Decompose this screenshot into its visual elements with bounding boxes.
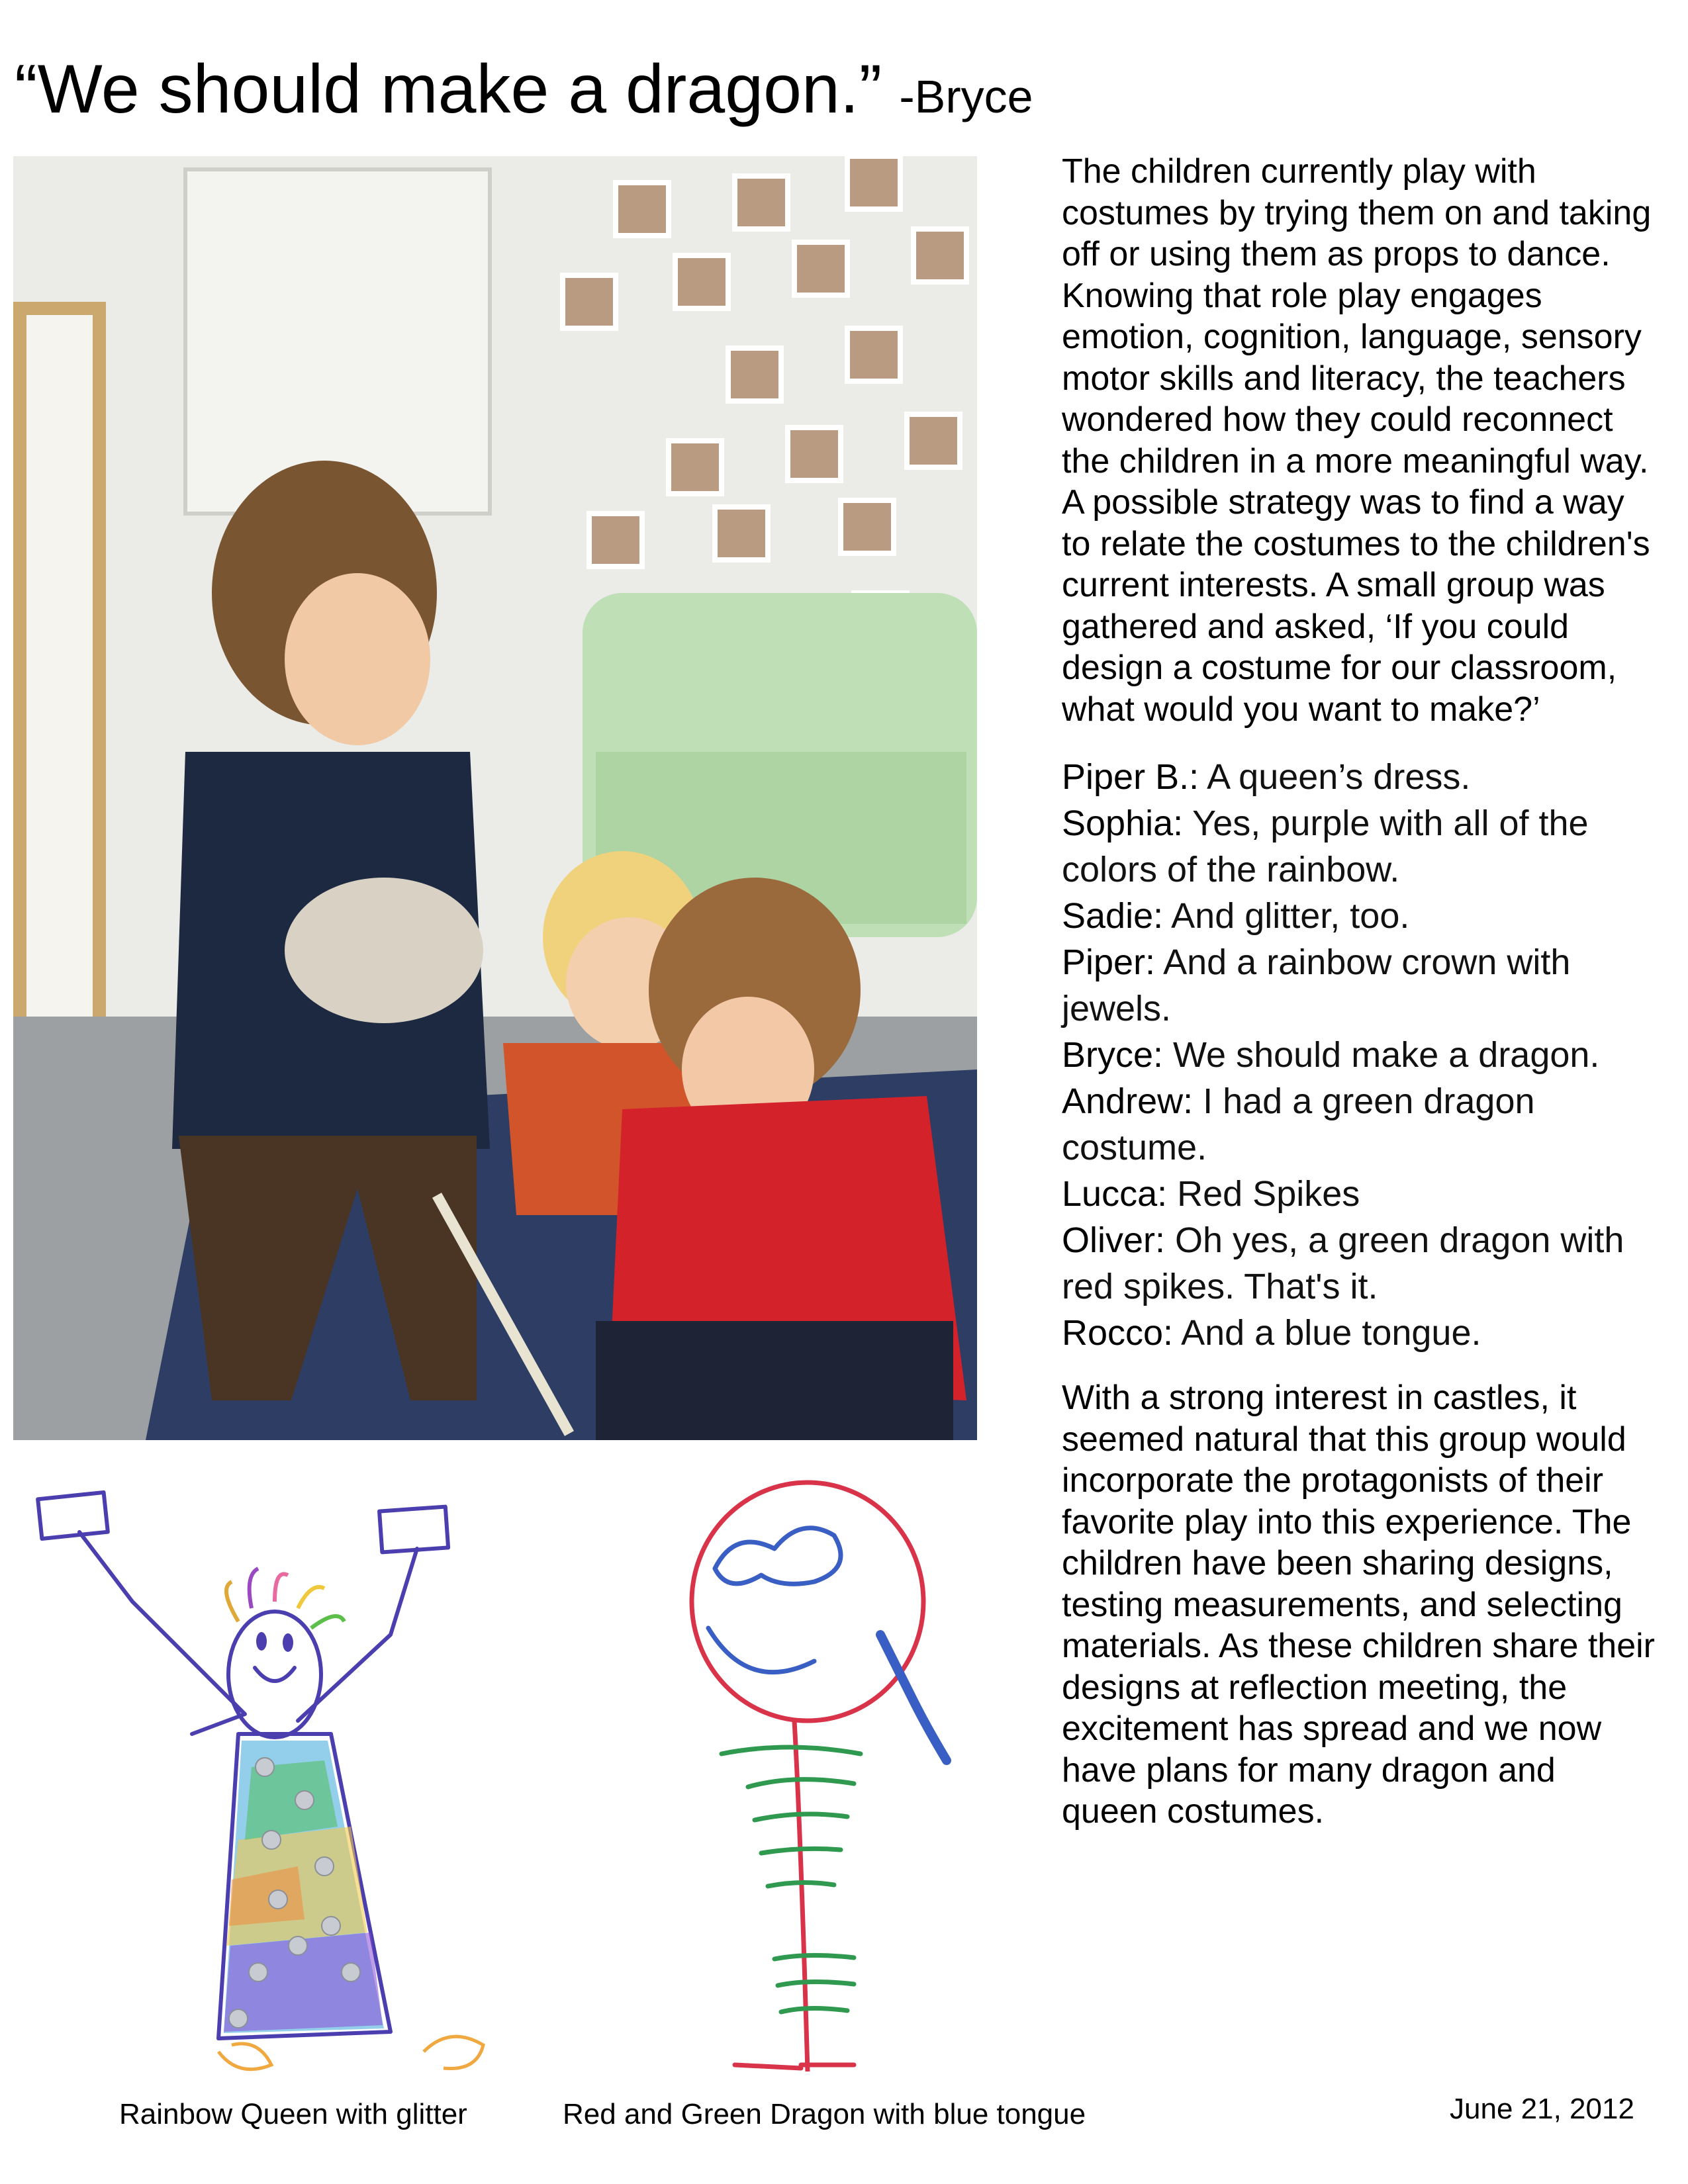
speech: We should make a dragon.	[1163, 1035, 1600, 1075]
speech: And glitter, too.	[1163, 896, 1410, 936]
dialog-line	[1062, 1171, 1658, 1217]
speaker: Piper:	[1062, 942, 1156, 982]
conclusion-paragraph: With a strong interest in castles, it seemed natural that this group would incorporate the protagonists of their favorite play into this experience. The children have been sharing designs, testing measurements, and selecting materials. As these children share their designs at reflection meeting, the excitement has spread and we now have plans for many dragon and queen costumes.	[1062, 1379, 1655, 1831]
queen-caption: Rainbow Queen with glitter	[119, 2098, 467, 2130]
speech: Red Spikes	[1167, 1174, 1360, 1214]
page-title	[15, 52, 1033, 127]
classroom-photo	[13, 156, 977, 1440]
speech: I had a green dragon costume.	[1062, 1081, 1535, 1167]
speech: And a blue tongue.	[1173, 1313, 1481, 1353]
speaker: Rocco:	[1062, 1313, 1174, 1353]
dialog-list	[1062, 754, 1658, 1356]
dialog-line	[1062, 939, 1658, 1032]
speaker: Oliver:	[1062, 1220, 1166, 1260]
dialog-line	[1062, 1032, 1658, 1078]
speaker: Sophia:	[1062, 803, 1184, 843]
dialog-line	[1062, 1078, 1658, 1171]
dialog-line	[1062, 1310, 1658, 1356]
dialog-line	[1062, 1217, 1658, 1310]
dragon-caption: Red and Green Dragon with blue tongue	[563, 2098, 1086, 2130]
dialog-line	[1062, 754, 1658, 800]
dragon-drawing	[635, 1476, 1006, 2071]
dialog-line	[1062, 893, 1658, 939]
speaker: Bryce:	[1062, 1035, 1164, 1075]
intro-paragraph: The children currently play with costumes by trying them on and taking off or using them as props to dance. Knowing that role play engages emotion, cognition, language, sensory motor skills and literacy, the teachers wondered how they could reconnect the children in a more meaningful way. A possible strategy was to find a way to relate the costumes to the children's current interests. A small group was gathered and asked, ‘If you could design a costume for our classroom, what would you want to make?’	[1062, 152, 1652, 729]
speech: Yes, purple with all of the colors of the rainbow.	[1062, 803, 1589, 889]
date-label: June 21, 2012	[1450, 2093, 1634, 2125]
title-quote: “We should make a dragon.”	[15, 51, 882, 128]
title-attribution: -Bryce	[899, 71, 1033, 122]
speaker: Lucca:	[1062, 1174, 1168, 1214]
classroom-photo-icon	[13, 156, 977, 1440]
speaker: Piper B.:	[1062, 757, 1199, 797]
speech: A queen’s dress.	[1199, 757, 1471, 797]
speaker: Andrew:	[1062, 1081, 1194, 1121]
dragon-drawing-icon	[635, 1476, 1006, 2071]
dialog-line	[1062, 800, 1658, 893]
queen-drawing-icon	[20, 1469, 549, 2078]
speech: And a rainbow crown with jewels.	[1062, 942, 1571, 1028]
text-column	[1062, 151, 1658, 1833]
queen-drawing	[20, 1469, 549, 2078]
speech: Oh yes, a green dragon with red spikes. That's it.	[1062, 1220, 1624, 1306]
speaker: Sadie:	[1062, 896, 1164, 936]
